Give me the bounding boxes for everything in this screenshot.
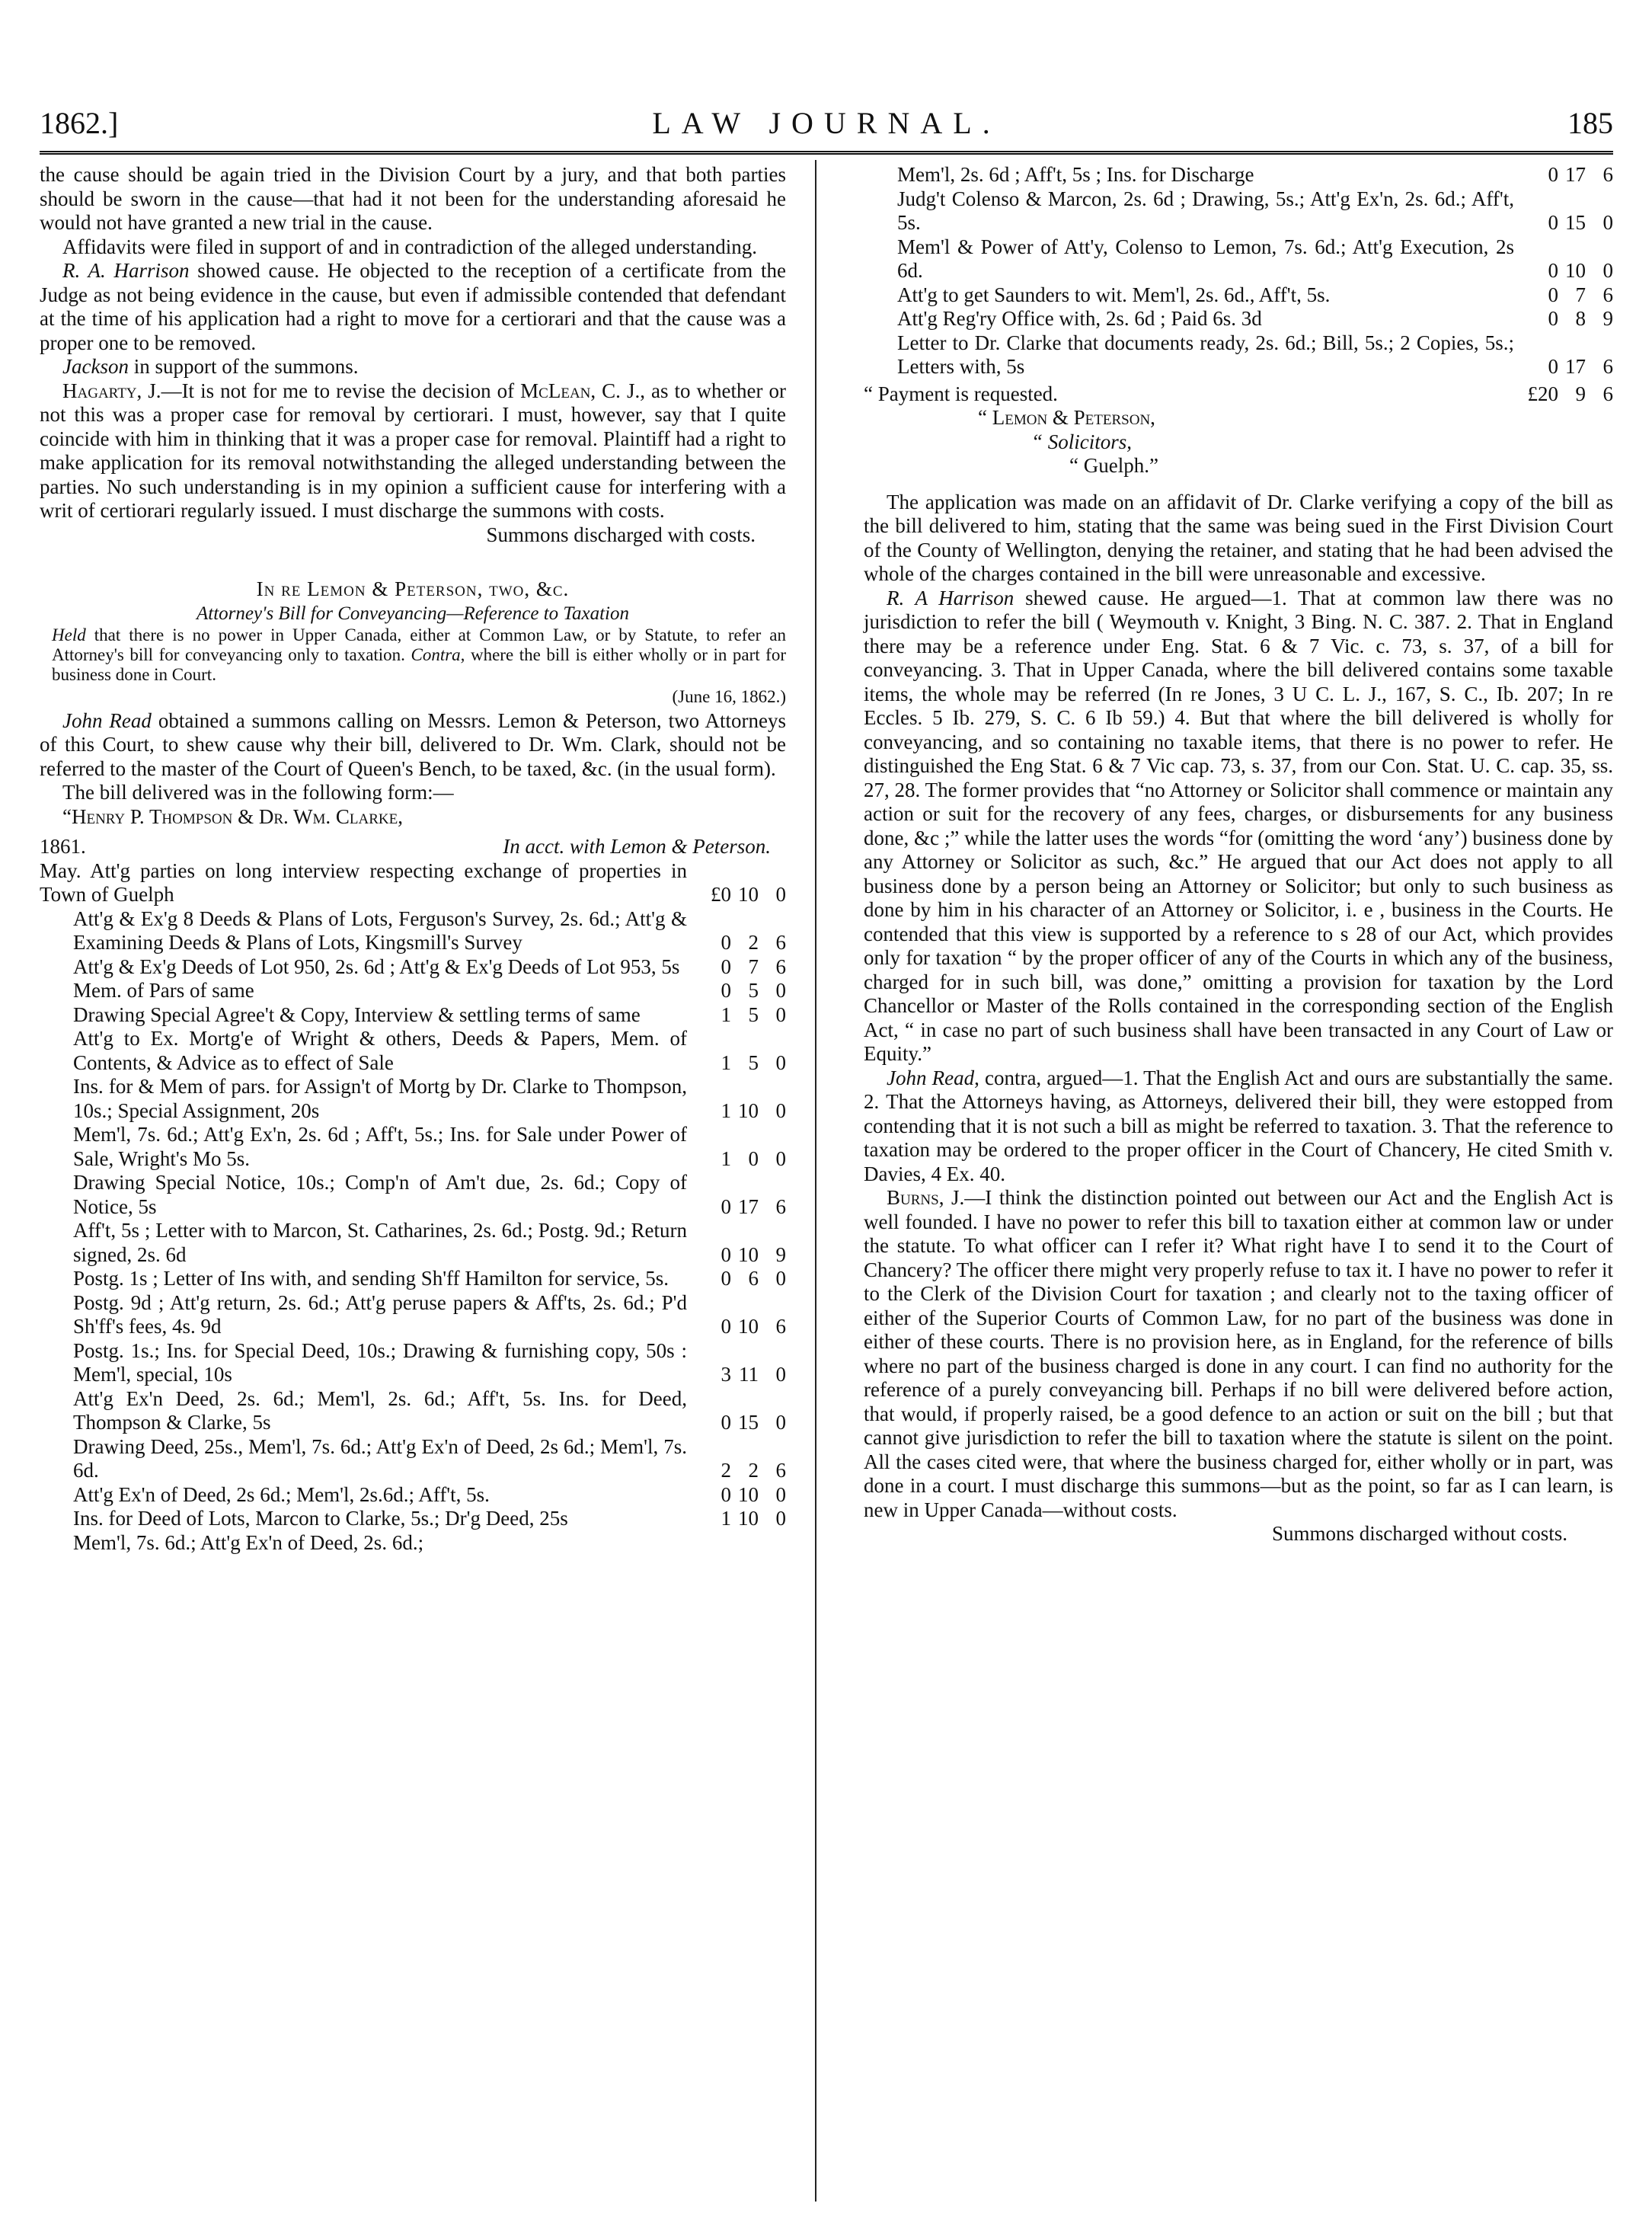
bill-row <box>40 1339 786 1387</box>
bill-item: Postg. 1s.; Ins. for Special Deed, 10s.; Drawing & furnishing copy, 50s : Mem'l, special, 10s <box>73 1338 687 1386</box>
bill-amount: 0 5 0 <box>721 979 786 1002</box>
bill-row <box>864 283 1613 308</box>
bill-amount: 2 2 6 <box>721 1459 786 1482</box>
signature-place: “ Guelph.” <box>1069 454 1158 477</box>
bill-item: Att'g to Ex. Mortg'e of Wright & others, Deeds & Papers, Mem. of Contents, & Advice as to effect of Sale <box>73 1027 687 1074</box>
bill-row <box>864 187 1613 235</box>
paragraph: The application was made on an affidavit of Dr. Clarke verifying a copy of the bill as the bill delivered to him, stating that the same was being sued in the First Division Court of the County of Wellington, denying the retainer, and stating that he had been advised the whole of the charges contained in the bill were unreasonable and excessive. <box>864 490 1613 585</box>
bill-amount: 1 0 0 <box>721 1146 786 1170</box>
bill-table <box>40 859 786 1556</box>
bill-item: Drawing Special Notice, 10s.; Comp'n of Am't due, 2s. 6d.; Copy of Notice, 5s <box>73 1171 687 1218</box>
header-rule <box>40 151 1613 155</box>
bill-row <box>40 1435 786 1483</box>
bill-amount: 1 5 0 <box>721 1050 786 1074</box>
bill-amount: 0 7 6 <box>721 955 786 978</box>
bill-row <box>40 1291 786 1339</box>
paragraph: John Read obtained a summons calling on Messrs. Lemon & Peterson, two Attorneys of this Court, to shew cause why their bill, delivered to Dr. Wm. Clark, should not be referred to the master of the Court of Queen's Bench, to be taxed, &c. (in the usual form). <box>40 708 786 780</box>
paragraph: John Read, contra, argued—1. That the English Act and ours are substantially the same. 2. That the Attorneys having, as Attorneys, delivered their bill, they were estopped from contending that it is not such a bill as might be referred to taxation. 3. That the reference to taxation may be ordered to the proper officer in the Court of Chancery, He cited Smith v. Davies, 4 Ex. 40. <box>864 1066 1613 1185</box>
bill-item: Mem'l & Power of Att'y, Colenso to Lemon, 7s. 6d.; Att'g Execution, 2s 6d. <box>897 235 1514 282</box>
paragraph: the cause should be again tried in the Division Court by a jury, and that both parties should be sworn in the cause—that had it not been for the understanding aforesaid he would not have granted a new trial in the cause. <box>40 163 786 234</box>
signature-firm: “ Lemon & Peterson, <box>978 406 1155 429</box>
paragraph: R. A Harrison shewed cause. He argued—1. That at common law there was no jurisdiction to refer the bill ( Weymouth v. Knight, 3 Bing. N. C. 387. 2. That in England there may be a reference under Eng. Stat. 6 & 7 Vic. c. 73, s. 37, of a bill for conveyancing. 3. That in Upper Canada, where the bill delivered contains some taxable items, the whole may be referred (In re Jones, 3 U C. L. J., 167, S. C., Ib. 207; In re Eccles. 5 Ib. 279, S. C. 6 Ib 59.) 4. But that where the bill delivered is wholly for conveyancing, and so containing no taxable items, that there is no power to refer. He distinguished the Eng Stat. 6 & 7 Vic cap. 73, s. 37, from our Con. Stat. U. C. cap. 35, ss. 27, 28. The former provides that “no Attorney or Solicitor shall commence or maintain any action or suit for the recovery of any fees, charges, or disbursements for any business done, &c ;” while the latter uses the words “for (omitting the word ‘any’) business done by any Attorney or Solicitor as such, &c.” He argued that our Act does not apply to all business done by a person being an Attorney or Solicitor; but only to such business as done by him in his character of an Attorney or Solicitor, i. e , business in the Courts. He contended that this view is supported by a reference to s 28 of our Act, which provides only for taxation “ by the proper officer of any of the Courts in which any of the business, charged for in such bill, was done,” omitting a provision for taxation by the Lord Chancellor or Master of the Rolls contained in the corresponding section of the English Act, “ in case no part of such business shall have been transacted in any Court of Law or Equity.” <box>864 586 1613 1065</box>
bill-row <box>40 979 786 1003</box>
bill-row <box>40 1075 786 1123</box>
bill-item: Postg. 9d ; Att'g return, 2s. 6d.; Att'g peruse papers & Aff'ts, 2s. 6d.; P'd Sh'ff's fees, 4s. 9d <box>73 1290 687 1338</box>
bill-total-row: “ Payment is requested. £20 9 6 <box>864 382 1613 405</box>
account-heading: 1861. In acct. with Lemon & Peterson. <box>40 835 771 858</box>
bill-row <box>864 331 1613 379</box>
case-subtitle: Attorney's Bill for Conveyancing—Reference to Taxation <box>197 603 629 624</box>
bill-item: Att'g Ex'n Deed, 2s. 6d.; Mem'l, 2s. 6d.; Aff't, 5s. Ins. for Deed, Thompson & Clarke, 5s <box>73 1386 687 1434</box>
bill-item: Att'g to get Saunders to wit. Mem'l, 2s. 6d., Aff't, 5s. <box>897 283 1331 306</box>
bill-row <box>40 859 786 907</box>
bill-item: Att'g & Ex'g 8 Deeds & Plans of Lots, Ferguson's Survey, 2s. 6d.; Att'g & Examining Deeds & Plans of Lots, Kingsmill's Survey <box>73 907 687 954</box>
bill-item: Aff't, 5s ; Letter with to Marcon, St. Catharines, 2s. 6d.; Postg. 9d.; Return signed, 2s. 6d <box>73 1219 687 1266</box>
bill-item: May. Att'g parties on long interview respecting exchange of properties in Town of Guelph <box>40 859 687 906</box>
judgment-result: Summons discharged with costs. <box>486 523 756 546</box>
bill-item: Mem'l, 7s. 6d.; Att'g Ex'n, 2s. 6d ; Aff't, 5s.; Ins. for Sale under Power of Sale, Wright's Mo 5s. <box>73 1123 687 1170</box>
bill-amount: 0 7 6 <box>1548 283 1613 306</box>
bill-row <box>40 1123 786 1171</box>
headnote: Held that there is no power in Upper Canada, either at Common Law, or by Statute, to refer an Attorney's bill for conveyancing only to taxation. Contra, where the bill is either wholly or in part for business done in Court. <box>52 625 787 684</box>
bill-item: Att'g & Ex'g Deeds of Lot 950, 2s. 6d ; Att'g & Ex'g Deeds of Lot 953, 5s <box>73 955 680 978</box>
paragraph: Affidavits were filed in support of and in contradiction of the alleged understanding. <box>62 235 758 258</box>
bill-amount: 0 10 0 <box>721 1482 786 1506</box>
case-date: (June 16, 1862.) <box>672 687 786 706</box>
bill-amount: 3 11 0 <box>721 1363 786 1386</box>
bill-amount: 0 2 6 <box>721 931 786 954</box>
bill-item: Mem. of Pars of same <box>73 979 254 1002</box>
bill-row <box>40 955 786 980</box>
signature-role: “ Solicitors, <box>1031 430 1133 453</box>
bill-table-continued <box>864 163 1613 379</box>
bill-amount: £0 10 0 <box>711 883 786 906</box>
page-header <box>40 98 1613 143</box>
bill-item: Drawing Special Agree't & Copy, Interview & settling terms of same <box>73 1002 641 1026</box>
bill-item: Ins. for Deed of Lots, Marcon to Clarke, 5s.; Dr'g Deed, 25s <box>73 1507 568 1530</box>
bill-item: Att'g Reg'ry Office with, 2s. 6d ; Paid 6s. 3d <box>897 307 1262 330</box>
bill-item: Mem'l, 7s. 6d.; Att'g Ex'n of Deed, 2s. 6d.; <box>73 1530 424 1554</box>
paragraph: R. A. Harrison showed cause. He objected to the reception of a certificate from the Judge as not being evidence in the cause, but even if admissible contended that defendant at the time of his application had a right to move for a certiorari and that the cause was a proper one to be removed. <box>40 259 786 354</box>
journal-title: LAW JOURNAL. <box>652 106 1001 140</box>
page-number: 185 <box>1567 106 1613 140</box>
bill-amount: 0 17 6 <box>721 1194 786 1218</box>
bill-row <box>40 1219 786 1267</box>
paragraph: Hagarty, J.—It is not for me to revise the decision of McLean, C. J., as to whether or not this was a proper case for removal by certiorari. I must, however, say that I quite coincide with him in thinking that it was a proper case for removal. Plaintiff had a right to make application for its removal notwithstanding the alleged understanding between the parties. No such understanding is in my opinion a sufficient cause for interfering with a writ of certiorari regularly issued. I must discharge the summons with costs. <box>40 379 786 522</box>
paragraph: The bill delivered was in the following form:— <box>62 781 454 804</box>
bill-amount: 0 17 6 <box>1548 163 1613 186</box>
right-column <box>864 163 1613 1546</box>
bill-row <box>864 235 1613 283</box>
paragraph: Burns, J.—I think the distinction pointed out between our Act and the English Act is well founded. I have no power to refer this bill to taxation either at common law or under the statute. To what officer can I refer it? What right have I to send it to the Court of Chancery? The officer there might very properly refuse to tax it. I have no power to refer it to the Clerk of the Division Court for taxation ; and clearly not to the taxing officer of either of the Superior Courts of Common Law, for no part of the business was done in either of these courts. There is no provision here, as in England, for the reference of bills where no part of the business charged is done in any court. I can find no authority for the reference of a purely conveyancing bill. Perhaps if no bill were delivered before action, that would, if properly raised, be a good defence to an action or suit on the bill ; but that cannot give jurisdiction to refer the bill to taxation where the statute is silent on the point. All the cases cited were, that where the business charged for, either wholly or in part, was done in a court. I must discharge this summons—but as the point, so far as I can learn, is new in Upper Canada—without costs. <box>864 1186 1613 1521</box>
bill-amount: 0 15 0 <box>721 1411 786 1434</box>
column-divider <box>815 160 816 2202</box>
bill-amount: 0 10 9 <box>721 1242 786 1266</box>
bill-row <box>40 1531 786 1556</box>
bill-item: Att'g Ex'n of Deed, 2s 6d.; Mem'l, 2s.6d.; Aff't, 5s. <box>73 1482 490 1506</box>
bill-addressee: “Henry P. Thompson & Dr. Wm. Clarke, <box>62 804 403 828</box>
header-year: 1862.] <box>40 106 119 140</box>
judgment-result: Summons discharged without costs. <box>1272 1522 1567 1545</box>
case-title: In re Lemon & Peterson, two, &c. <box>256 577 570 600</box>
bill-item: Judg't Colenso & Marcon, 2s. 6d ; Drawing, 5s.; Att'g Ex'n, 2s. 6d.; Aff't, 5s. <box>897 187 1514 234</box>
bill-amount: 0 6 0 <box>721 1267 786 1290</box>
bill-item: Letter to Dr. Clarke that documents ready, 2s. 6d.; Bill, 5s.; 2 Copies, 5s.; Letters with, 5s <box>897 331 1514 378</box>
bill-row <box>40 1003 786 1028</box>
bill-row <box>40 1171 786 1219</box>
bill-amount: 1 10 0 <box>721 1098 786 1122</box>
bill-amount: 0 17 6 <box>1548 355 1613 378</box>
bill-row <box>40 1027 786 1075</box>
bill-amount: 0 8 9 <box>1548 307 1613 330</box>
bill-item: Ins. for & Mem of pars. for Assign't of Mortg by Dr. Clarke to Thompson, 10s.; Special Assignment, 20s <box>73 1075 687 1122</box>
bill-row <box>864 307 1613 331</box>
paragraph: Jackson in support of the summons. <box>62 355 359 378</box>
bill-amount: 0 15 0 <box>1548 211 1613 234</box>
bill-row <box>40 1387 786 1435</box>
bill-item: Drawing Deed, 25s., Mem'l, 7s. 6d.; Att'g Ex'n of Deed, 2s 6d.; Mem'l, 7s. 6d. <box>73 1434 687 1482</box>
bill-amount: 1 5 0 <box>721 1002 786 1026</box>
bill-row <box>40 1507 786 1531</box>
bill-amount: 1 10 0 <box>721 1507 786 1530</box>
bill-item: Mem'l, 2s. 6d ; Aff't, 5s ; Ins. for Discharge <box>897 163 1254 186</box>
bill-amount: 0 10 0 <box>1548 259 1613 282</box>
bill-row <box>40 1483 786 1508</box>
bill-row <box>40 1267 786 1291</box>
left-column <box>40 163 786 1555</box>
bill-amount: 0 10 6 <box>721 1315 786 1338</box>
bill-item: Postg. 1s ; Letter of Ins with, and sending Sh'ff Hamilton for service, 5s. <box>73 1267 669 1290</box>
bill-row <box>40 907 786 955</box>
bill-row <box>864 163 1613 187</box>
